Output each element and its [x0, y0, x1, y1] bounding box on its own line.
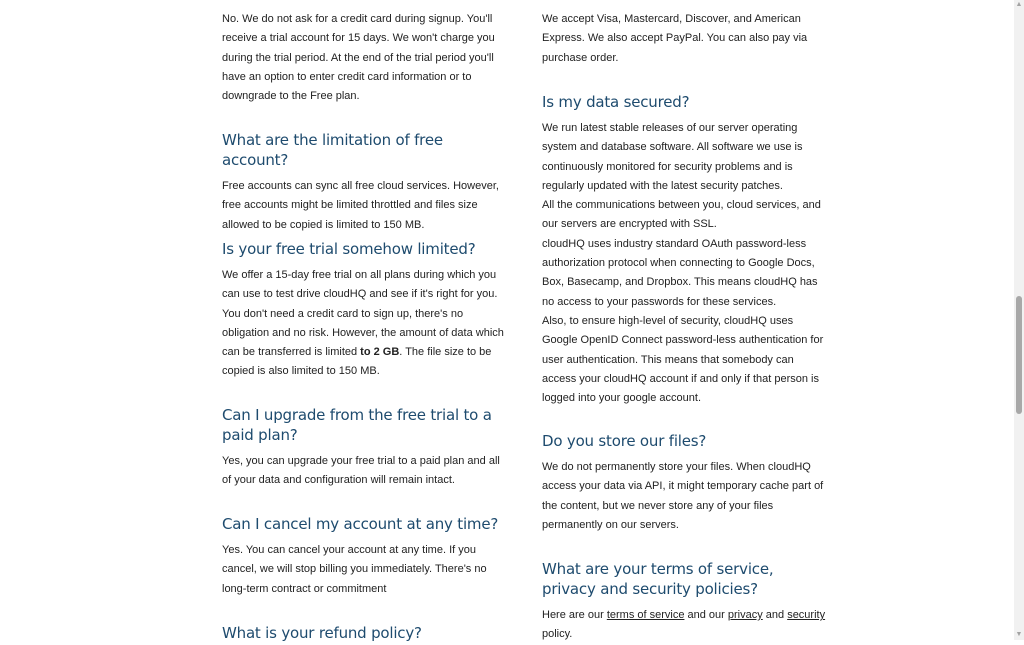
faq-question: Do you store our files?	[542, 432, 707, 450]
privacy-link[interactable]: privacy	[727, 609, 763, 621]
faq-answer: Yes, you can upgrade your free trial to a paid plan and all of your data and configuration will remain intact.	[222, 455, 500, 487]
faq-item-cancel	[222, 514, 512, 599]
faq-item-trial-limited	[222, 239, 512, 382]
faq-question: Can I upgrade from the free trial to a paid plan?	[222, 406, 492, 444]
faq-question: What are the limitation of free account?	[222, 131, 443, 169]
faq-item-free-limitation	[222, 130, 512, 235]
faq-answer	[542, 606, 827, 645]
faq-answer: Free accounts can sync all free cloud services. However, free accounts might be limited throttled and files size allowed to be copied is limited to 150 MB.	[222, 180, 499, 231]
faq-question: What are your terms of service, privacy and security policies?	[542, 560, 774, 598]
answer-bold-limit: to 2 GB	[360, 346, 400, 359]
faq-item-terms	[542, 559, 827, 645]
faq-answer: We do not permanently store your files. When cloudHQ access your data via API, it might temporary cache part of the content, but we never store any of your files permanently on our servers.	[542, 461, 824, 531]
answer-paragraph: cloudHQ uses industry standard OAuth password-less authorization protocol when connecting to Google Docs, Box, Basecamp, and Dropbox. This means cloudHQ has no access to your passwords for these services.	[542, 237, 818, 308]
answer-text: Here are our	[542, 609, 607, 621]
answer-paragraph: All the communications between you, cloud services, and our servers are encrypted with SSL.	[542, 199, 821, 231]
faq-answer: Yes. You can cancel your account at any time. If you cancel, we will stop billing you immediately. There's no long-term contract or commitment	[222, 544, 487, 595]
faq-item-refund	[222, 623, 512, 643]
terms-of-service-link[interactable]: terms of service	[606, 609, 685, 621]
answer-text: and	[762, 609, 788, 621]
faq-item-store-files	[542, 431, 827, 535]
answer-paragraph: We run latest stable releases of our server operating system and database software. All software we use is continuously monitored for security problems and is regularly updated with the latest security patches.	[542, 122, 803, 192]
faq-question: What is your refund policy?	[222, 624, 422, 642]
answer-text: We offer a 15-day free trial on all plans during which you can use to test drive cloudHQ and see if it's right for you. You don't need a credit card to sign up, there's no obligation and no risk. However, the amount of data which can be transferred is limited	[222, 269, 504, 359]
faq-answer: No. We do not ask for a credit card during signup. You'll receive a trial account for 15 days. We won't charge you during the trial period. At the end of the trial period you'll have an option to enter credit card information or to downgrade to the Free plan.	[222, 13, 495, 103]
vertical-scrollbar[interactable]	[1014, 0, 1024, 640]
security-link[interactable]: security	[787, 609, 826, 621]
scroll-down-icon[interactable]: ▼	[1015, 631, 1023, 638]
faq-item-data-secured	[542, 92, 827, 408]
scrollbar-thumb[interactable]	[1016, 296, 1022, 414]
faq-answer	[542, 119, 827, 408]
faq-item-payment	[542, 10, 827, 68]
faq-answer: We accept Visa, Mastercard, Discover, and American Express. We also accept PayPal. You can also pay via purchase order.	[542, 13, 808, 64]
answer-text: and our	[684, 609, 728, 621]
answer-text: policy.	[542, 628, 573, 641]
faq-question: Is my data secured?	[542, 93, 690, 111]
faq-item-credit-card	[222, 10, 512, 106]
faq-answer	[222, 266, 512, 382]
answer-text: . The file size to be copied is also limited to 150 MB.	[222, 346, 492, 378]
faq-question: Is your free trial somehow limited?	[222, 240, 476, 258]
faq-question: Can I cancel my account at any time?	[222, 515, 499, 533]
answer-paragraph: Also, to ensure high-level of security, cloudHQ uses Google OpenID Connect password-less authentication for user authentication. This means that somebody can access your cloudHQ account if and only if that person is logged into your google account.	[542, 314, 824, 405]
faq-item-upgrade	[222, 405, 512, 491]
scroll-up-icon[interactable]: ▲	[1015, 1, 1023, 8]
